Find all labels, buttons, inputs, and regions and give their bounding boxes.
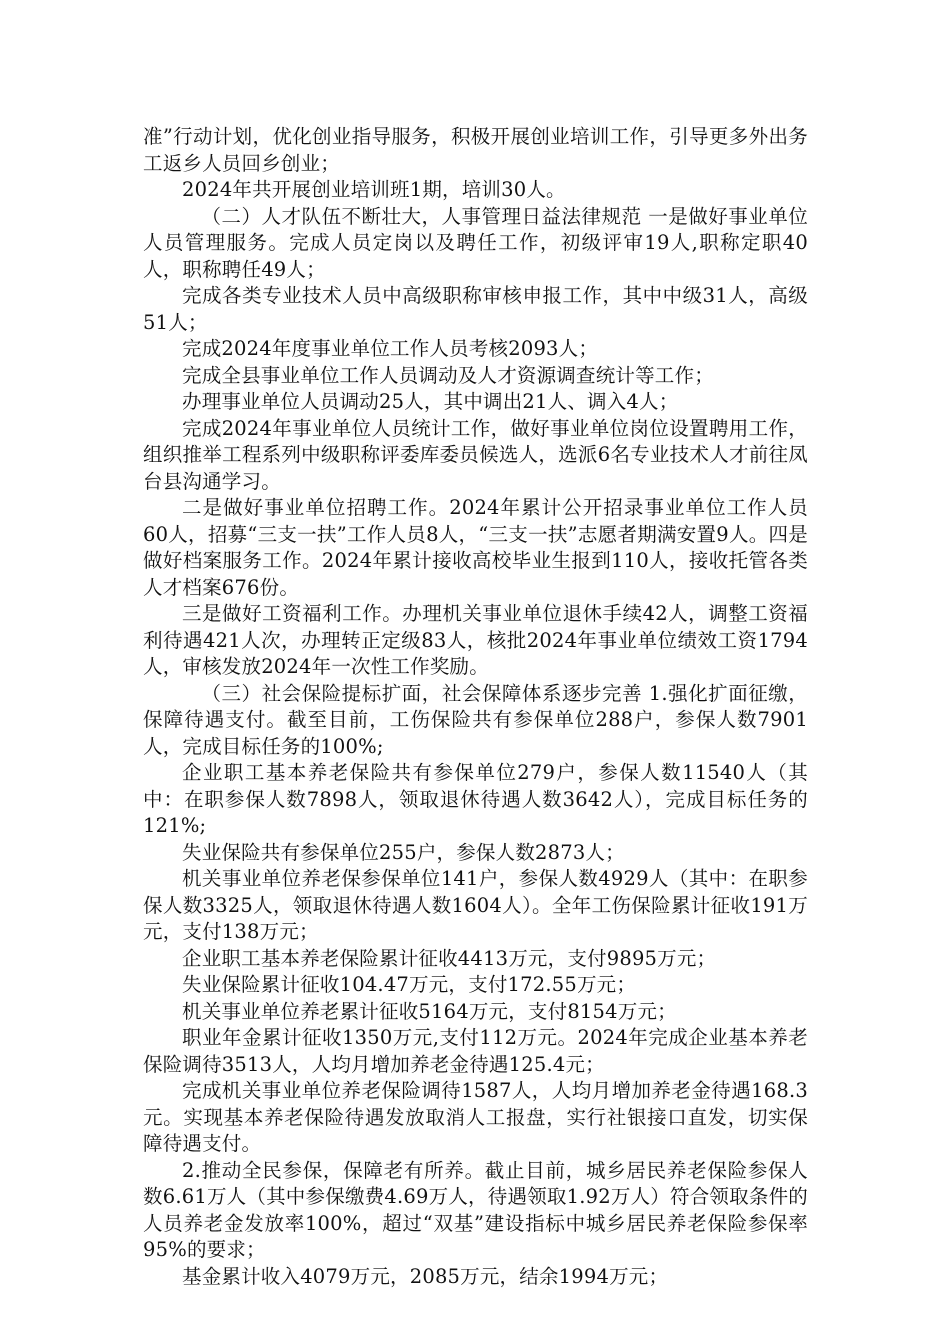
paragraph-15: 企业职工基本养老保险累计征收4413万元，支付9895万元； [182,946,717,970]
paragraph-3-section-two: （二）人才队伍不断壮大，人事管理日益法律规范 一是做好事业单位人员管理服务。完成人员定岗以及聘任工作，初级评审19人,职称定职40人，职称聘任49人； [143,204,808,281]
paragraph-18: 职业年金累计征收1350万元,支付112万元。2024年完成企业基本养老保险调待3513人，人均月增加养老金待遇125.4元； [143,1026,808,1076]
paragraph-19: 完成机关事业单位养老保险调待1587人，人均月增加养老金待遇168.3元。实现基本养老保险待遇发放取消人工报盘，实行社银接口直发，切实保障待遇支付。 [143,1079,808,1155]
document-body [143,124,808,1290]
paragraph-16: 失业保险累计征收104.47万元，支付172.55万元； [182,973,637,996]
paragraph-7: 办理事业单位人员调动25人，其中调出21人、调入4人； [182,390,679,413]
paragraph-5: 完成2024年度事业单位工作人员考核2093人； [182,337,599,360]
paragraph-13: 失业保险共有参保单位255户，参保人数2873人； [182,840,625,864]
paragraph-14: 机关事业单位养老保参保单位141户，参保人数4929人（其中：在职参保人数3325人，领取退休待遇人数1604人）。全年工伤保险累计征收191万元，支付138万元； [143,867,808,943]
paragraph-2: 2024年共开展创业培训班1期，培训30人。 [182,178,566,201]
paragraph-4: 完成各类专业技术人员中高级职称审核申报工作，其中中级31人，高级51人； [143,284,808,334]
paragraph-8: 完成2024年事业单位人员统计工作，做好事业单位岗位设置聘用工作，组织推举工程系列中级职称评委库委员候选人，选派6名专业技术人才前往凤台县沟通学习。 [143,416,808,493]
paragraph-21: 基金累计收入4079万元，2085万元，结余1994万元； [182,1264,669,1288]
paragraph-9: 二是做好事业单位招聘工作。2024年累计公开招录事业单位工作人员60人，招募“三支一扶”工作人员8人，“三支一扶”志愿者期满安置9人。四是做好档案服务工作。2024年累计接收高校毕业生报到110人，接收托管各类人才档案676份。 [143,496,808,599]
paragraph-17: 机关事业单位养老累计征收5164万元，支付8154万元； [182,999,677,1023]
paragraph-6: 完成全县事业单位工作人员调动及人才资源调查统计等工作； [182,363,714,387]
paragraph-1: 准”行动计划，优化创业指导服务，积极开展创业培训工作，引导更多外出务工返乡人员回乡创业； [143,125,808,175]
paragraph-11-section-three: （三）社会保险提标扩面，社会保障体系逐步完善 1.强化扩面征缴，保障待遇支付。截至目前，工伤保险共有参保单位288户，参保人数7901人，完成目标任务的100%; [143,681,808,758]
paragraph-10: 三是做好工资福利工作。办理机关事业单位退休手续42人，调整工资福利待遇421人次，办理转正定级83人，核批2024年事业单位绩效工资1794人，审核发放2024年一次性工作奖励。 [143,602,808,678]
paragraph-12: 企业职工基本养老保险共有参保单位279户，参保人数11540人（其中：在职参保人数7898人，领取退休待遇人数3642人），完成目标任务的121%; [143,761,808,837]
paragraph-20: 2.推动全民参保，保障老有所养。截止目前，城乡居民养老保险参保人数6.61万人（其中参保缴费4.69万人，待遇领取1.92万人）符合领取条件的人员养老金发放率100%，超过“双基”建设指标中城乡居民养老保险参保率95%的要求； [143,1158,808,1261]
